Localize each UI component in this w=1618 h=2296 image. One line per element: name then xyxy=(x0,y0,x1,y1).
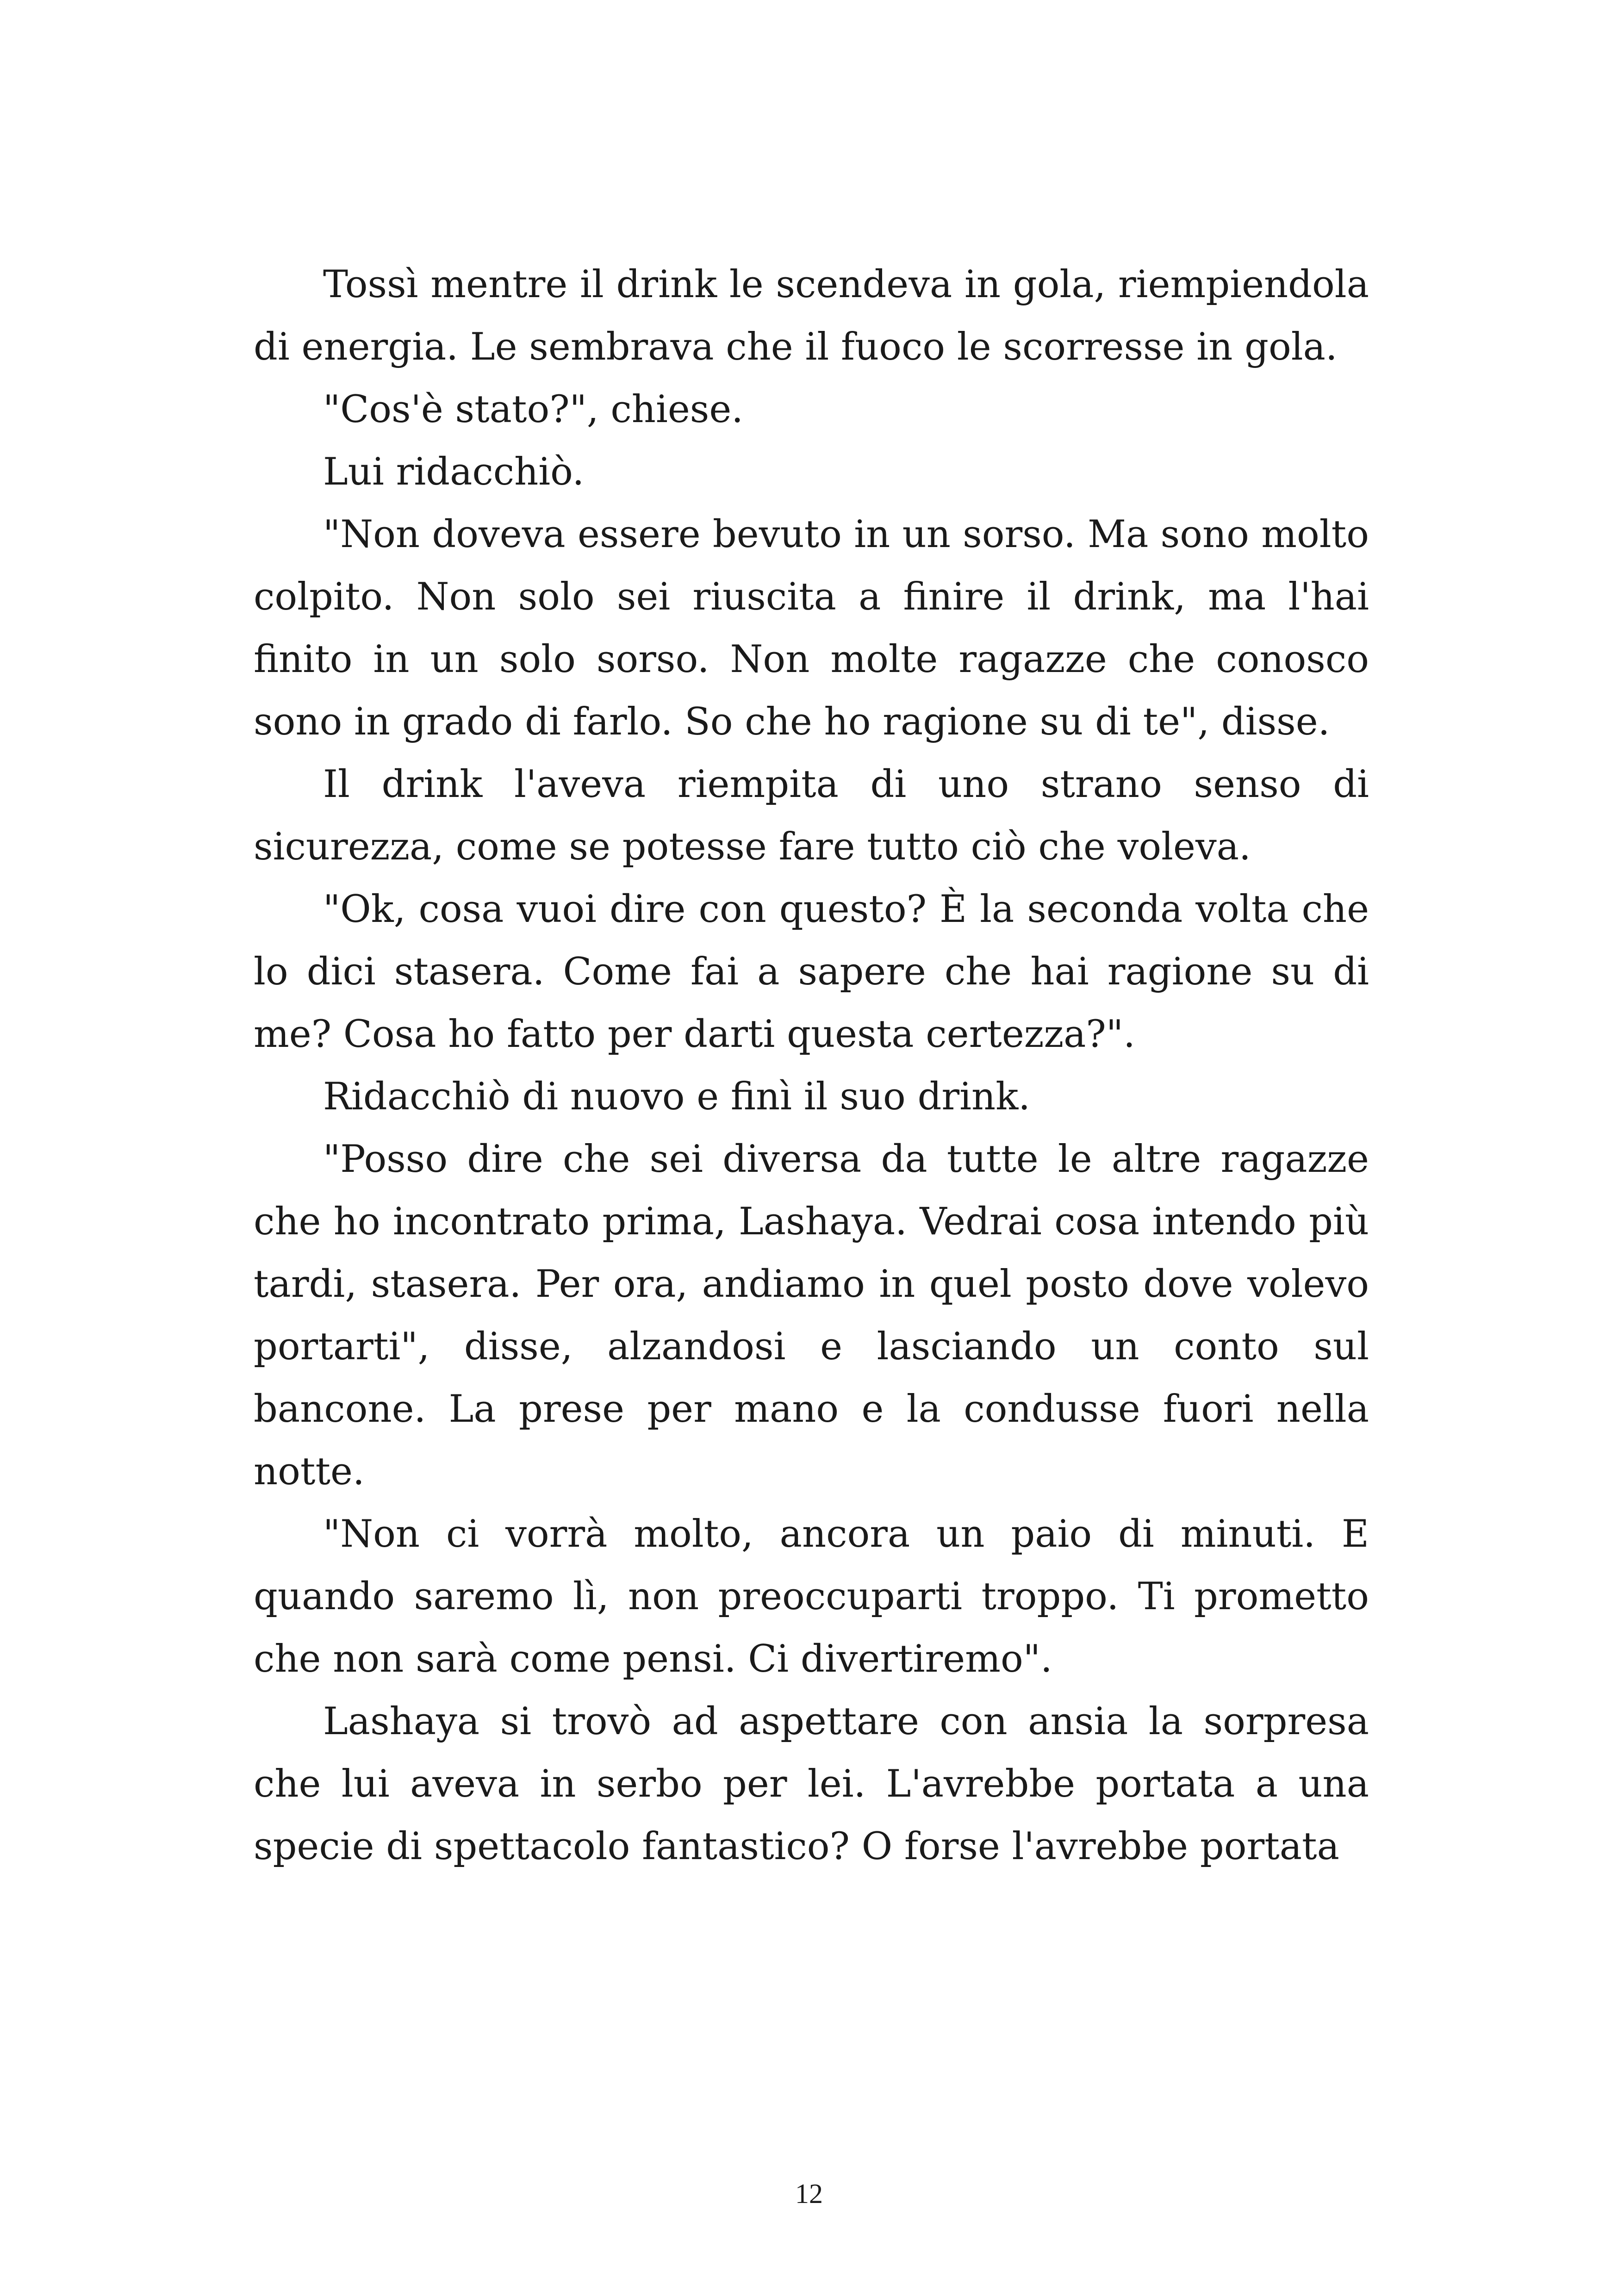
paragraph: "Non ci vorrà molto, ancora un paio di minuti. E quando saremo lì, non preoccuparti troppo. Ti prometto che non sarà come pensi. Ci divertiremo". xyxy=(254,1512,1369,1681)
paragraph: "Ok, cosa vuoi dire con questo? È la seconda volta che lo dici stasera. Come fai a sapere che hai ragione su di me? Cosa ho fatto per darti questa certezza?". xyxy=(254,888,1369,1056)
page-number: 12 xyxy=(795,2178,823,2209)
paragraph: Ridacchiò di nuovo e finì il suo drink. xyxy=(323,1075,1031,1119)
paragraph: "Cos'è stato?", chiese. xyxy=(323,388,744,431)
paragraph: Lui ridacchiò. xyxy=(323,450,585,494)
paragraph: "Non doveva essere bevuto in un sorso. Ma sono molto colpito. Non solo sei riuscita a finire il drink, ma l'hai finito in un solo sorso. Non molte ragazze che conosco sono in grado di farlo. So che ho ragione su di te", disse. xyxy=(254,513,1369,744)
paragraph: Lashaya si trovò ad aspettare con ansia la sorpresa che lui aveva in serbo per lei. L'avrebbe portata a una specie di spettacolo fantastico? O forse l'avrebbe portata xyxy=(254,1700,1369,1868)
paragraph: Il drink l'aveva riempita di uno strano senso di sicurezza, come se potesse fare tutto ciò che voleva. xyxy=(254,763,1369,869)
paragraph: "Posso dire che sei diversa da tutte le altre ragazze che ho incontrato prima, Lashaya. Vedrai cosa intendo più tardi, stasera. Per ora, andiamo in quel posto dove volevo portarti", disse, alzandosi e lasciando un conto sul bancone. La prese per mano e la condusse fuori nella notte. xyxy=(254,1138,1369,1493)
body-text xyxy=(254,254,1369,1878)
paragraph: Tossì mentre il drink le scendeva in gola, riempiendola di energia. Le sembrava che il fuoco le scorresse in gola. xyxy=(254,263,1369,369)
